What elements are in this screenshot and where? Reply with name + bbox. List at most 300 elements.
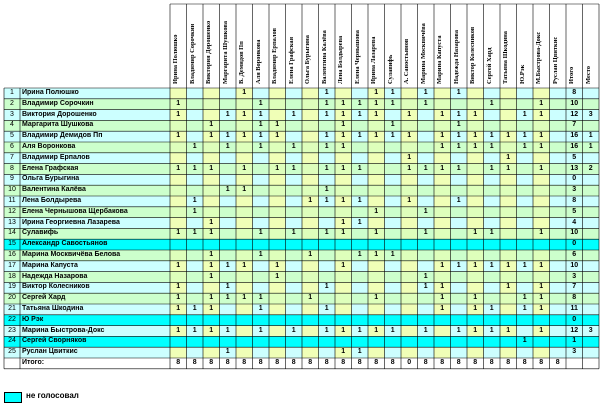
column-header-label: Елена Чернышова: [353, 29, 361, 84]
row-number: 5: [10, 132, 14, 140]
vote-mark: 1: [258, 305, 263, 312]
vote-mark: 1: [225, 143, 230, 150]
vote-mark: 1: [440, 261, 445, 269]
vote-mark: 1: [374, 229, 379, 237]
column-header: [470, 4, 480, 86]
vote-mark: 1: [209, 132, 214, 140]
vote-mark: 1: [258, 229, 263, 237]
column-header-label: Марина Капуста: [436, 35, 444, 84]
vote-mark: 1: [440, 110, 445, 118]
column-total: 8: [258, 359, 263, 366]
vote-mark: 1: [522, 143, 527, 150]
vote-mark: 1: [176, 261, 181, 269]
vote-mark: 1: [423, 207, 428, 215]
vote-mark: 1: [456, 261, 461, 269]
vote-mark: 1: [242, 110, 247, 118]
vote-mark: 1: [209, 294, 214, 302]
vote-mark: 1: [192, 197, 197, 204]
vote-mark: 1: [489, 143, 494, 150]
row-number: 8: [10, 164, 14, 172]
vote-mark: 1: [522, 305, 527, 312]
row-name: Лена Болдырева: [22, 197, 82, 204]
vote-mark: 1: [407, 153, 412, 161]
vote-mark: 1: [473, 229, 478, 237]
vote-mark: 1: [308, 197, 313, 204]
vote-mark: 1: [242, 261, 247, 269]
vote-mark: 1: [258, 99, 263, 107]
column-header: [206, 4, 216, 86]
row-number: 15: [8, 240, 16, 248]
vote-mark: 1: [440, 294, 445, 302]
vote-mark: 1: [407, 197, 412, 204]
column-header: [289, 4, 299, 86]
vote-mark: 1: [209, 261, 214, 269]
row-total: 7: [572, 283, 577, 291]
vote-mark: 1: [374, 251, 379, 258]
vote-mark: 1: [539, 110, 544, 118]
column-header-label: Татьяна Шкодина: [502, 30, 510, 84]
vote-mark: 1: [176, 164, 181, 172]
column-header: [421, 4, 431, 86]
vote-mark: 1: [258, 121, 263, 129]
vote-mark: 1: [440, 143, 445, 150]
vote-mark: 1: [456, 121, 461, 129]
vote-mark: 1: [324, 229, 329, 237]
vote-mark: 1: [291, 164, 296, 172]
vote-mark: 1: [506, 326, 511, 334]
row-name: Руслан Цвиткис: [22, 348, 78, 356]
vote-mark: 1: [324, 99, 329, 107]
vote-mark: 1: [456, 326, 461, 334]
row-total: 4: [572, 218, 577, 226]
column-header: [371, 4, 381, 86]
column-header-label: Руслан Цвиткис: [551, 36, 559, 84]
vote-mark: 1: [341, 121, 346, 129]
row-number: 19: [8, 283, 16, 291]
vote-mark: 1: [522, 261, 527, 269]
vote-mark: 1: [176, 132, 181, 140]
column-header: [520, 4, 530, 86]
row-number: 2: [10, 99, 14, 107]
vote-mark: 1: [324, 132, 329, 140]
vote-mark: 1: [225, 326, 230, 334]
vote-mark: 1: [209, 164, 214, 172]
vote-mark: 1: [209, 251, 214, 258]
vote-mark: 1: [258, 294, 263, 302]
column-total: 8: [456, 359, 461, 366]
vote-mark: 1: [357, 197, 362, 204]
vote-mark: 1: [209, 121, 214, 129]
row-name: Виктория Дорошенко: [22, 110, 97, 118]
vote-mark: 1: [522, 132, 527, 140]
vote-mark: 1: [242, 294, 247, 302]
column-header-label: Виктор Колесников: [469, 26, 477, 84]
column-total: 8: [176, 359, 181, 366]
vote-mark: 1: [374, 99, 379, 107]
vote-mark: 1: [473, 326, 478, 334]
row-number: 23: [8, 326, 16, 334]
row-name: Елена Графская: [22, 164, 79, 172]
vote-mark: 1: [225, 348, 230, 356]
vote-mark: 1: [423, 99, 428, 107]
row-total: 10: [570, 229, 579, 237]
row-place: 1: [588, 143, 593, 150]
vote-mark: 1: [341, 110, 346, 118]
row-total: 8: [572, 294, 577, 302]
row-number: 18: [8, 272, 16, 280]
vote-mark: 1: [390, 89, 395, 96]
row-name: Марина Капуста: [22, 261, 78, 269]
vote-mark: 1: [456, 132, 461, 140]
column-header-label: Марина Москвичёва: [419, 22, 427, 84]
row-number: 9: [10, 175, 14, 183]
row-total: 0: [572, 240, 577, 248]
row-place: 3: [588, 326, 593, 334]
vote-mark: 1: [357, 132, 362, 140]
column-header-label: Сергей Хард: [485, 47, 493, 84]
row-number: 14: [8, 229, 16, 237]
vote-mark: 1: [258, 251, 263, 258]
vote-mark: 1: [341, 164, 346, 172]
vote-mark: 1: [357, 110, 362, 118]
row-total: 0: [572, 175, 577, 183]
vote-mark: 1: [440, 132, 445, 140]
column-header: [305, 4, 315, 86]
row-total: 5: [572, 207, 577, 215]
row-name: Александр Савостьянов: [22, 240, 108, 248]
vote-mark: 1: [489, 326, 494, 334]
column-header-label: Маргарита Шушкова: [221, 20, 229, 84]
row-name: Сулавифь: [22, 229, 59, 237]
row-total: 10: [570, 99, 579, 107]
column-header: [437, 4, 447, 86]
column-header-label: Ю.Рэк: [518, 64, 526, 84]
column-header-label: Ольга Бурыгина: [304, 34, 312, 84]
vote-mark: 1: [374, 326, 379, 334]
vote-mark: 1: [275, 272, 280, 280]
vote-mark: 1: [407, 164, 412, 172]
row-name: Сергей Сворняков: [22, 337, 87, 345]
vote-mark: 1: [192, 143, 197, 150]
vote-mark: 1: [324, 110, 329, 118]
column-header: [454, 4, 464, 86]
vote-mark: 1: [506, 261, 511, 269]
vote-mark: 1: [357, 326, 362, 334]
vote-mark: 1: [423, 283, 428, 291]
vote-mark: 1: [456, 164, 461, 172]
column-header: [355, 4, 365, 86]
vote-mark: 1: [308, 294, 313, 302]
row-number: 3: [10, 110, 14, 118]
row-number: 21: [8, 305, 16, 312]
vote-mark: 1: [539, 143, 544, 150]
row-name: Марина Быстрова-Докс: [22, 326, 105, 334]
vote-mark: 1: [423, 164, 428, 172]
row-number: 10: [8, 186, 16, 194]
column-header-label: В. Демидов Пп: [238, 40, 246, 84]
vote-mark: 1: [374, 110, 379, 118]
column-header-label: Аля Воронкова: [254, 39, 262, 84]
vote-mark: 1: [324, 305, 329, 312]
vote-mark: 1: [192, 305, 197, 312]
column-header: [487, 4, 497, 86]
vote-mark: 1: [357, 164, 362, 172]
row-total: 16: [570, 143, 579, 150]
vote-mark: 1: [324, 89, 329, 96]
vote-mark: 1: [308, 251, 313, 258]
vote-mark: 1: [176, 229, 181, 237]
column-total: 8: [473, 359, 478, 366]
column-header: [503, 4, 513, 86]
vote-mark: 1: [225, 110, 230, 118]
row-total: 1: [572, 337, 577, 345]
vote-mark: 1: [324, 164, 329, 172]
vote-mark: 1: [341, 132, 346, 140]
row-number: 24: [8, 337, 16, 345]
column-total: 8: [374, 359, 379, 366]
vote-mark: 1: [374, 294, 379, 302]
column-header-label: Владимир Ерпалов: [271, 27, 279, 84]
column-total: 8: [225, 359, 230, 366]
vote-mark: 1: [489, 229, 494, 237]
legend-swatch: [4, 392, 22, 403]
vote-mark: 1: [374, 132, 379, 140]
row-name: Валентина Калёва: [22, 186, 86, 194]
column-total: 8: [423, 359, 428, 366]
vote-mark: 1: [324, 197, 329, 204]
vote-mark: 1: [192, 164, 197, 172]
row-place: 2: [588, 164, 593, 172]
column-total: 8: [242, 359, 247, 366]
row-number: 16: [8, 251, 16, 258]
vote-mark: 1: [225, 283, 230, 291]
vote-mark: 1: [489, 99, 494, 107]
row-name: Владимир Сорочкин: [22, 99, 94, 107]
vote-mark: 1: [390, 326, 395, 334]
vote-mark: 1: [407, 110, 412, 118]
vote-mark: 1: [341, 229, 346, 237]
column-header-label: Надежда Назарова: [452, 29, 460, 84]
column-header: [586, 4, 596, 86]
vote-mark: 1: [539, 283, 544, 291]
column-total: 8: [357, 359, 362, 366]
vote-mark: 1: [341, 143, 346, 150]
row-total: 8: [572, 89, 577, 96]
row-name: Татьяна Шкодина: [22, 305, 84, 312]
row-total: 10: [570, 261, 579, 269]
vote-mark: 1: [258, 326, 263, 334]
column-header-label: А. Савостьянов: [403, 38, 411, 84]
column-header-label: Владимир Сорочкин: [188, 23, 196, 84]
vote-mark: 1: [506, 283, 511, 291]
vote-mark: 1: [291, 229, 296, 237]
row-place: 3: [588, 110, 593, 118]
column-header: [173, 4, 183, 86]
vote-mark: 1: [341, 261, 346, 269]
column-header: [569, 4, 579, 86]
vote-mark: 1: [258, 143, 263, 150]
row-total: 3: [572, 272, 577, 280]
column-header: [239, 4, 249, 86]
row-name: Надежда Назарова: [22, 272, 88, 280]
vote-mark: 1: [539, 326, 544, 334]
column-header-label: Елена Графская: [287, 36, 295, 84]
vote-mark: 1: [506, 164, 511, 172]
vote-mark: 1: [209, 229, 214, 237]
row-name: Аля Воронкова: [22, 143, 76, 150]
vote-mark: 1: [374, 207, 379, 215]
vote-mark: 1: [192, 229, 197, 237]
row-number: 1: [10, 89, 14, 96]
vote-mark: 1: [192, 207, 197, 215]
column-total: 8: [522, 359, 527, 366]
row-number: 7: [10, 153, 14, 161]
column-total: 8: [209, 359, 214, 366]
vote-mark: 1: [225, 186, 230, 194]
row-total: 13: [570, 164, 579, 172]
column-header-label: Лена Болдырева: [337, 35, 345, 84]
row-name: Елена Чернышова Щербакова: [22, 207, 128, 215]
row-number: 6: [10, 143, 14, 150]
vote-mark: 1: [489, 261, 494, 269]
vote-mark: 1: [275, 261, 280, 269]
row-total: 3: [572, 186, 577, 194]
vote-mark: 1: [225, 294, 230, 302]
vote-mark: 1: [473, 294, 478, 302]
column-header: [190, 4, 200, 86]
row-name: Сергей Хард: [22, 294, 66, 302]
vote-mark: 1: [176, 305, 181, 312]
vote-mark: 1: [440, 305, 445, 312]
row-number: 20: [8, 294, 16, 302]
vote-mark: 1: [341, 218, 346, 226]
vote-mark: 1: [440, 283, 445, 291]
column-header-label: Ирина Полюшко: [172, 34, 180, 84]
vote-mark: 1: [176, 326, 181, 334]
row-total: 0: [572, 315, 577, 323]
vote-mark: 1: [423, 326, 428, 334]
vote-mark: 1: [473, 143, 478, 150]
vote-mark: 1: [324, 326, 329, 334]
column-header: [536, 4, 546, 86]
vote-mark: 1: [473, 261, 478, 269]
row-number: 11: [8, 197, 16, 204]
vote-mark: 1: [539, 164, 544, 172]
vote-mark: 1: [456, 197, 461, 204]
legend-label: не голосовал: [26, 391, 79, 400]
vote-mark: 1: [423, 89, 428, 96]
column-header-label: Валентина Калёва: [320, 29, 328, 84]
vote-mark: 1: [242, 89, 247, 96]
column-header: [322, 4, 332, 86]
column-total: 8: [390, 359, 395, 366]
vote-mark: 1: [390, 99, 395, 107]
row-name: Ольга Бурыгина: [22, 175, 80, 183]
row-name: Виктор Колесников: [22, 283, 90, 291]
column-total: 8: [539, 359, 544, 366]
vote-mark: 1: [456, 110, 461, 118]
vote-mark: 1: [275, 132, 280, 140]
vote-mark: 1: [506, 132, 511, 140]
vote-mark: 1: [539, 132, 544, 140]
vote-mark: 1: [473, 110, 478, 118]
totals-label: Итого:: [22, 359, 45, 366]
vote-mark: 1: [522, 294, 527, 302]
vote-mark: 1: [242, 164, 247, 172]
vote-mark: 1: [473, 305, 478, 312]
vote-mark: 1: [209, 272, 214, 280]
vote-mark: 1: [176, 283, 181, 291]
vote-mark: 1: [341, 99, 346, 107]
row-total: 12: [570, 110, 579, 118]
vote-mark: 1: [357, 218, 362, 226]
vote-mark: 1: [407, 132, 412, 140]
column-header-label: Сулавифь: [386, 54, 394, 84]
vote-mark: 1: [390, 251, 395, 258]
row-name: Владимир Ерпалов: [22, 153, 90, 161]
column-header: [388, 4, 398, 86]
vote-mark: 1: [489, 132, 494, 140]
column-header: [256, 4, 266, 86]
column-total: 8: [506, 359, 511, 366]
vote-mark: 1: [275, 164, 280, 172]
row-total: 12: [570, 326, 579, 334]
vote-mark: 1: [539, 99, 544, 107]
vote-mark: 1: [390, 121, 395, 129]
column-total: 8: [275, 359, 280, 366]
row-total: 5: [572, 153, 577, 161]
row-number: 25: [8, 348, 16, 356]
vote-mark: 1: [242, 186, 247, 194]
vote-mark: 1: [357, 99, 362, 107]
vote-mark: 1: [473, 132, 478, 140]
vote-mark: 1: [539, 294, 544, 302]
row-number: 22: [8, 315, 16, 323]
vote-mark: 1: [291, 143, 296, 150]
vote-mark: 1: [357, 251, 362, 258]
vote-mark: 1: [209, 305, 214, 312]
vote-mark: 1: [489, 164, 494, 172]
row-name: Маргарита Шушкова: [22, 121, 94, 129]
column-header: [223, 4, 233, 86]
vote-mark: 1: [539, 229, 544, 237]
vote-mark: 1: [522, 337, 527, 345]
row-number: 17: [8, 261, 16, 269]
vote-mark: 1: [440, 164, 445, 172]
column-total: 8: [489, 359, 494, 366]
column-header-label: М.Быстрова-Докс: [535, 31, 543, 84]
column-total: 8: [440, 359, 445, 366]
row-number: 12: [8, 207, 16, 215]
vote-mark: 1: [390, 132, 395, 140]
column-header: [553, 4, 563, 86]
row-total: 11: [570, 305, 578, 312]
row-total: 8: [572, 197, 577, 204]
vote-mark: 1: [176, 110, 181, 118]
vote-mark: 1: [423, 229, 428, 237]
vote-mark: 1: [456, 89, 461, 96]
column-total: 8: [324, 359, 329, 366]
row-total: 3: [572, 348, 577, 356]
column-header-label: Виктория Дорошенко: [205, 20, 213, 84]
vote-mark: 1: [341, 348, 346, 356]
column-total: 0: [407, 359, 412, 366]
vote-mark: 1: [258, 110, 263, 118]
vote-mark: 1: [456, 143, 461, 150]
column-header: [272, 4, 282, 86]
column-header: [404, 4, 414, 86]
column-total: 8: [192, 359, 197, 366]
